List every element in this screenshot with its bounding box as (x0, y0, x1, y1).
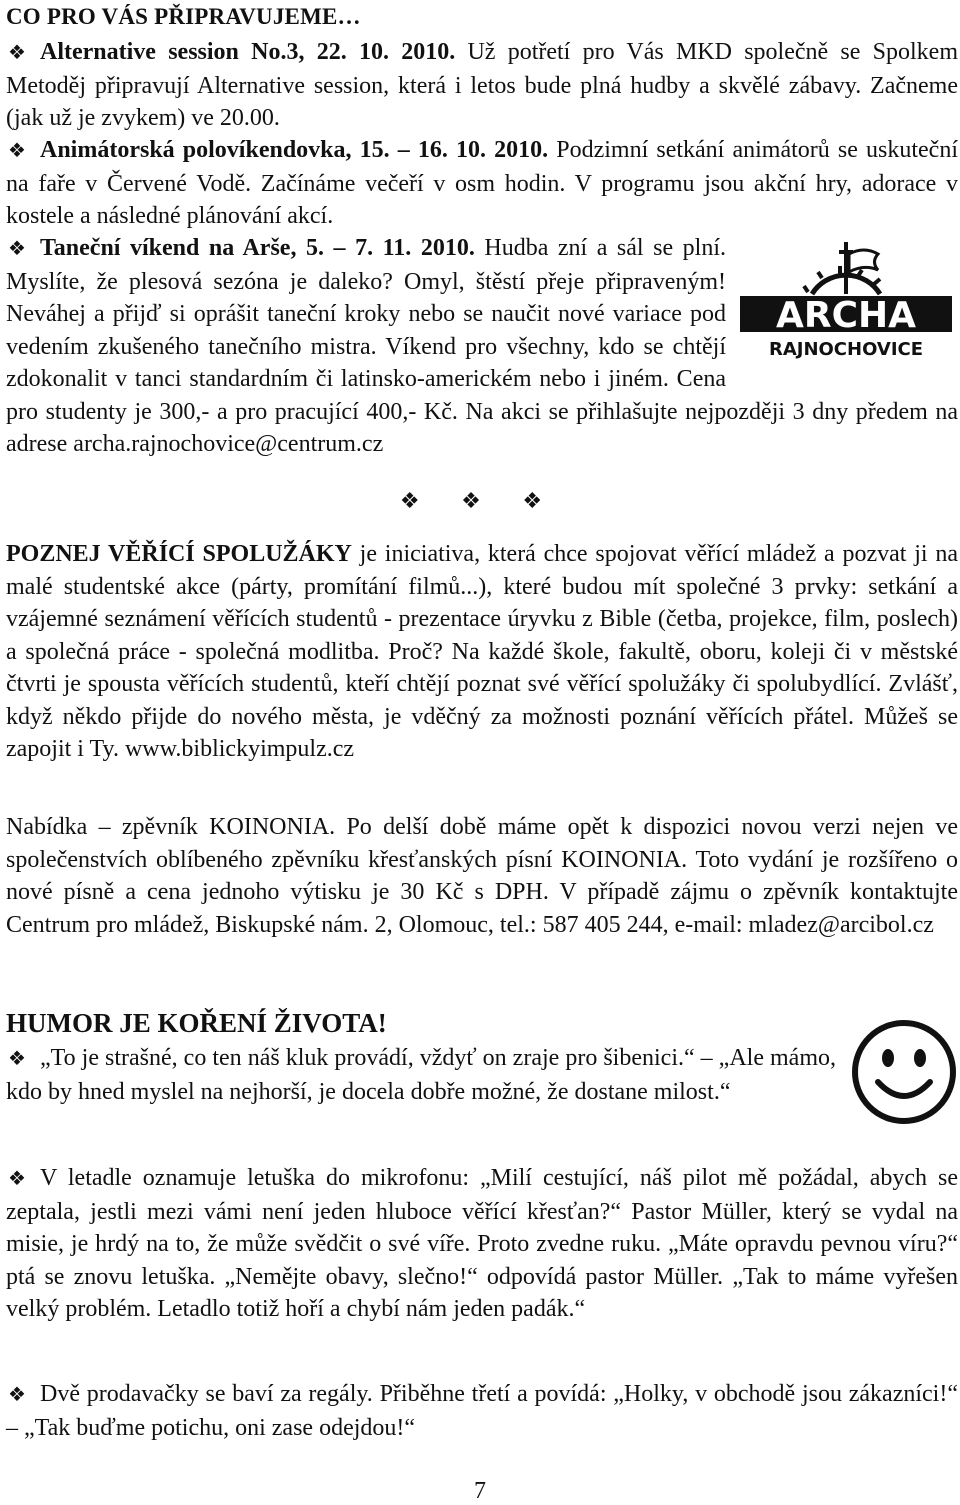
event-text: Hudba zní a sál se plní. Myslíte, že plesová sezóna je daleko? Omyl, štěstí přeje připraveným! Neváhej a přijď si oprášit taneční kroky nebo se naučit nové variace pod vedením zkušeného tanečního mistra. Víkend pro všechny, kdo se chtějí zdokonalit v tanci standardním či latinsko-americkém nebo i jiném. Cena pro studenty je 300,- a pro pracující 400,- Kč. Na akci se přihlašujte nejpozději 3 dny předem na adrese archa.rajnochovice@centrum.cz (6, 235, 958, 457)
diamond-cross-icon: ❖ (8, 238, 26, 260)
logo-subtitle: RAJNOCHOVICE (768, 339, 924, 360)
joke-text: V letadle oznamuje letuška do mikrofonu: „Milí cestující, náš pilot mě požádal, abych se zeptala, jestli mezi vámi není jeden hluboce věřící křesťan?“ Pastor Müller, který se vydal na misie, je hrdý na to, že může svědčit o své víře. Proto zvedne ruku. „Máte opravdu pevnou víru?“ ptá se znovu letuška. „Nemějte obavy, slečno!“ odpovídá pastor Müller. „Tak to máme vyřešen velký problém. Letadlo totiž hoří a chybí nám jeden padák.“ (6, 1165, 958, 1322)
event-title: Taneční víkend na Arše, 5. – 7. 11. 2010. (40, 235, 475, 261)
joke-1 (6, 1042, 836, 1108)
event-animator-weekend (6, 134, 958, 233)
event-title: Animátorská polovíkendovka, 15. – 16. 10. 2010. (40, 137, 549, 163)
event-title: Alternative session No.3, 22. 10. 2010. (40, 39, 456, 65)
koinonia-paragraph: Nabídka – zpěvník KOINONIA. Po delší době máme opět k dispozici novou verzi nejen ve společenstvích oblíbeného zpěvníku křesťanských písní KOINONIA. Toto vydání je rozšířeno o nové písně a cena jednoho výtisku je 30 Kč s DPH. V případě zájmu o zpěvník kontaktujte Centrum pro mládež, Biskupské nám. 2, Olomouc, tel.: 587 405 244, e-mail: mladez@arcibol.cz (6, 814, 958, 938)
spoluzaci-paragraph (6, 538, 958, 766)
spoluzaci-text: je iniciativa, která chce spojovat věřící mládež a pozvat ji na malé studentské akce (párty, promítání filmů...), které budou mít společné 3 prvky: setkání a vzájemné seznámení věřících studentů - prezentace úryvku z Bible (četba, projekce, film, poslech) a společná práce - společná modlitba. Proč? Na každé škole, fakultě, oboru, koleji či v městské čtvrti je spousta věřících studentů, kteří chtějí poznat své věřící spolužáky či spolubydlící. Zvlášť, když někdo přijde do nového města, je vděčný za možnosti poznání věřících přátel. Můžeš se zapojit i Ty. www.biblickyimpulz.cz (6, 541, 959, 762)
section-separator: ❖ ❖ ❖ (399, 488, 561, 513)
diamond-cross-icon: ❖ (8, 1168, 26, 1190)
page-number: 7 (474, 1478, 486, 1504)
event-dance-weekend (6, 232, 958, 461)
joke-3 (6, 1378, 958, 1444)
humor-heading: HUMOR JE KOŘENÍ ŽIVOTA! (6, 1008, 387, 1038)
diamond-cross-icon: ❖ (8, 140, 26, 162)
diamond-cross-icon: ❖ (8, 1048, 26, 1070)
joke-text: Dvě prodavačky se baví za regály. Přiběhne třetí a povídá: „Holky, v obchodě jsou zákazníci!“ – „Tak buďme potichu, oni zase odejdou!“ (6, 1381, 958, 1441)
logo-word: ARCHA (776, 295, 916, 336)
event-alternative-session (6, 36, 958, 135)
section-heading-events: CO PRO VÁS PŘIPRAVUJEME… (6, 4, 361, 29)
diamond-cross-icon: ❖ (8, 42, 26, 64)
diamond-cross-icon: ❖ (8, 1384, 26, 1406)
spoluzaci-title: POZNEJ VĚŘÍCÍ SPOLUŽÁKY (6, 541, 352, 567)
smiley-icon (850, 1018, 958, 1126)
joke-2 (6, 1162, 958, 1326)
event-text: Už potřetí pro Vás MKD společně se Spolkem Metoděj připravují Alternative session, která i letos bude plná hudby a skvělé zábavy. Začneme (jak už je zvykem) ve 20.00. (6, 39, 959, 131)
joke-text: „To je strašné, co ten náš kluk provádí, vždyť on zraje pro šibenici.“ – „Ale mámo, kdo by hned myslel na nejhorší, je docela dobře možné, že dostane milost.“ (6, 1045, 836, 1105)
event-text: Podzimní setkání animátorů se uskuteční na faře v Červené Vodě. Začínáme večeří v osm hodin. V programu jsou akční hry, adorace v kostele a následné plánování akcí. (6, 137, 958, 229)
